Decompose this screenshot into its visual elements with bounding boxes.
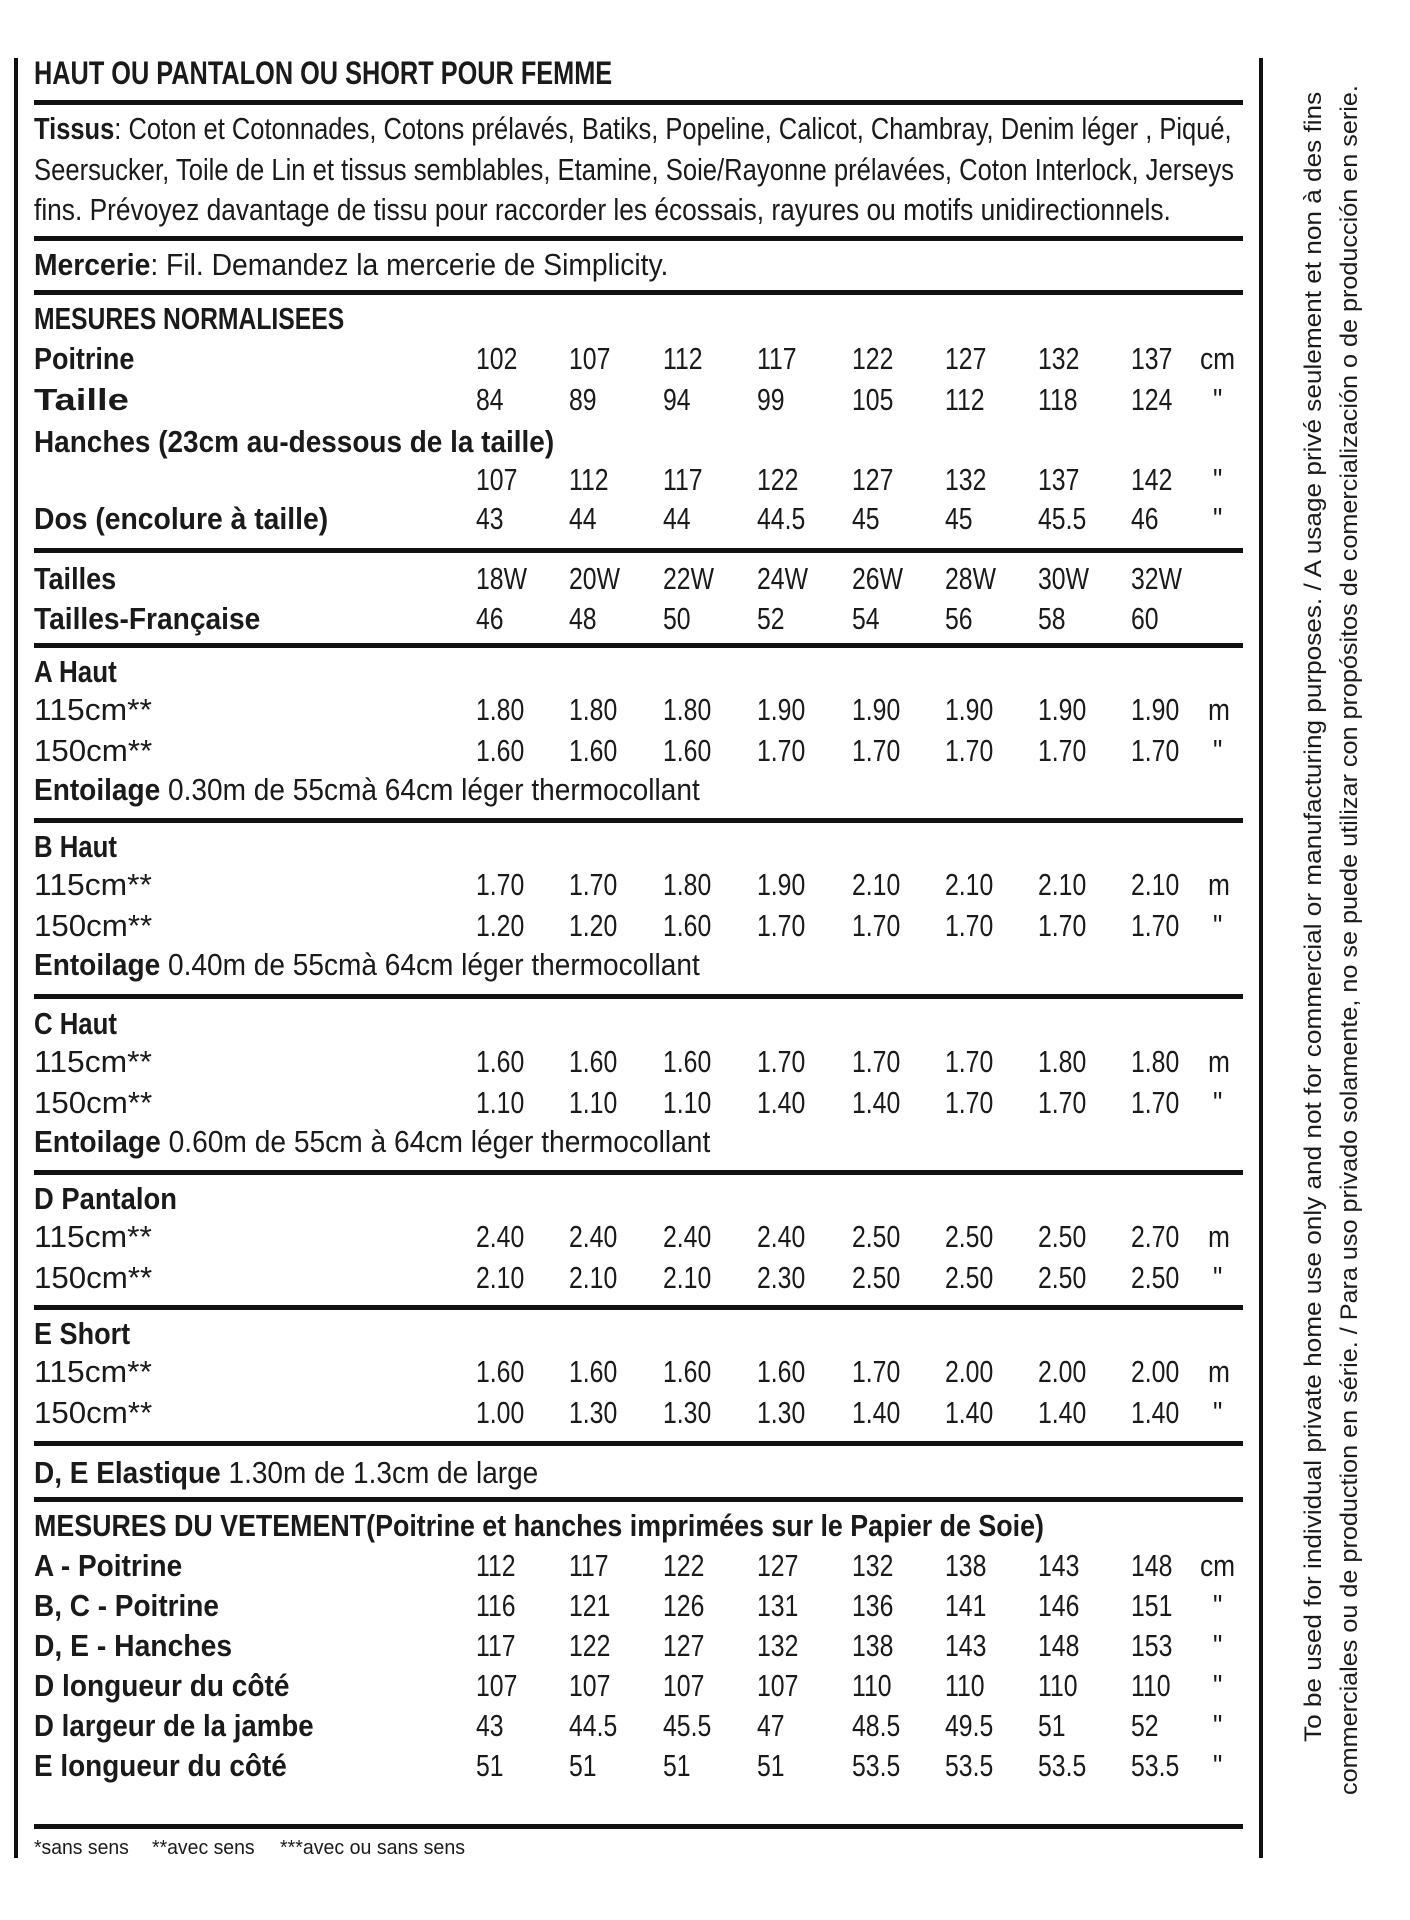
- yardage-value: 2.10: [663, 1260, 712, 1295]
- body-measurement-value: 84: [476, 382, 504, 417]
- yardage-value: 1.40: [1131, 1395, 1180, 1430]
- view-title: B Haut: [34, 829, 117, 864]
- yardage-value: 1.60: [476, 1044, 525, 1079]
- yardage-value: 1.70: [852, 1044, 901, 1079]
- footnote-avec-sens: **avec sens: [152, 1837, 255, 1859]
- yardage-value: 1.70: [945, 908, 994, 943]
- size-value: 50: [663, 601, 691, 636]
- yardage-value: 2.50: [1038, 1219, 1087, 1254]
- yardage-value: 2.10: [852, 867, 901, 902]
- finished-measurement-value: 51: [569, 1748, 597, 1783]
- interfacing-label: Entoilage: [34, 1124, 161, 1159]
- finished-measurement-value: 51: [663, 1748, 691, 1783]
- size-value: 46: [476, 601, 504, 636]
- view-title: C Haut: [34, 1006, 117, 1041]
- fabric-width-label: 115cm**: [34, 1219, 152, 1254]
- divider: [34, 1170, 1243, 1175]
- yardage-value: 1.80: [1131, 1044, 1180, 1079]
- right-border: [1259, 58, 1263, 1858]
- finished-measurement-unit: ": [1213, 1668, 1223, 1703]
- finished-measurement-value: 151: [1131, 1588, 1173, 1623]
- body-measurement-label: Taille: [34, 382, 129, 417]
- yardage-value: 1.10: [663, 1085, 712, 1120]
- fabric-width-label: 150cm**: [34, 1395, 153, 1430]
- page-title: HAUT OU PANTALON OU SHORT POUR FEMME: [34, 55, 613, 91]
- finished-measurement-value: 143: [1038, 1548, 1080, 1583]
- yardage-value: 1.60: [569, 1044, 618, 1079]
- body-measurement-unit: ": [1213, 462, 1223, 497]
- finished-measurement-value: 107: [569, 1668, 611, 1703]
- finished-measurement-value: 143: [945, 1628, 987, 1663]
- interfacing-line: [34, 949, 700, 980]
- yardage-unit: m: [1208, 1354, 1230, 1389]
- finished-measurement-value: 131: [757, 1588, 799, 1623]
- yardage-value: 2.00: [1038, 1354, 1087, 1389]
- finished-measurement-value: 141: [945, 1588, 987, 1623]
- finished-measurement-value: 45.5: [663, 1708, 712, 1743]
- divider: [34, 548, 1243, 553]
- yardage-value: 2.10: [1038, 867, 1087, 902]
- body-measurement-value: 44: [663, 501, 691, 536]
- finished-measurement-label: D longueur du côté: [34, 1668, 290, 1703]
- size-value: 60: [1131, 601, 1159, 636]
- body-measurement-value: 132: [945, 462, 987, 497]
- finished-measurement-value: 138: [852, 1628, 894, 1663]
- disclaimer-line-1: To be used for individual private home use only and not for commercial or manufacturing purposes. / A usage privé seulement et non à des fins: [1300, 91, 1327, 1743]
- yardage-value: 2.10: [1131, 867, 1180, 902]
- body-measurement-value: 117: [663, 462, 703, 497]
- finished-measurement-value: 49.5: [945, 1708, 994, 1743]
- yardage-value: 1.30: [757, 1395, 806, 1430]
- body-measurement-value: 105: [852, 382, 894, 417]
- footnote-sans-sens: *sans sens: [34, 1837, 129, 1859]
- body-measurement-value: 94: [663, 382, 691, 417]
- fabric-width-label: 115cm**: [34, 1044, 152, 1079]
- body-measurement-value: 132: [1038, 341, 1080, 376]
- divider: [34, 994, 1243, 999]
- fabric-width-label: 150cm**: [34, 1085, 153, 1120]
- yardage-unit: m: [1208, 1219, 1230, 1254]
- yardage-value: 1.40: [852, 1395, 901, 1430]
- fabrics-label: Tissus: [34, 111, 115, 146]
- yardage-value: 1.70: [1038, 1085, 1087, 1120]
- finished-measurement-value: 51: [757, 1748, 785, 1783]
- yardage-value: 1.80: [663, 692, 712, 727]
- finished-measurement-value: 110: [945, 1668, 985, 1703]
- finished-measurement-value: 138: [945, 1548, 987, 1583]
- size-value: 52: [757, 601, 785, 636]
- body-measurement-unit: ": [1213, 382, 1223, 417]
- finished-measurement-value: 146: [1038, 1588, 1080, 1623]
- fabric-width-label: 115cm**: [34, 1354, 152, 1389]
- yardage-value: 1.70: [945, 1044, 994, 1079]
- finished-measurement-label: D largeur de la jambe: [34, 1708, 314, 1743]
- finished-measurements-heading: [34, 1510, 1044, 1541]
- yardage-value: 1.10: [476, 1085, 525, 1120]
- divider: [34, 818, 1243, 823]
- fabric-width-label: 115cm**: [34, 867, 152, 902]
- divider: [34, 290, 1243, 295]
- finished-measurement-value: 53.5: [1038, 1748, 1087, 1783]
- yardage-value: 1.00: [476, 1395, 525, 1430]
- size-value: 20W: [569, 561, 620, 596]
- yardage-value: 1.70: [1038, 733, 1087, 768]
- yardage-value: 1.70: [1131, 1085, 1180, 1120]
- yardage-value: 1.70: [757, 1044, 806, 1079]
- yardage-value: 1.60: [476, 733, 525, 768]
- finished-measurement-value: 110: [1131, 1668, 1171, 1703]
- finished-measurement-value: 47: [757, 1708, 785, 1743]
- fabrics-line-1: [34, 113, 1232, 144]
- yardage-value: 1.30: [663, 1395, 712, 1430]
- finished-measurement-value: 110: [852, 1668, 892, 1703]
- yardage-value: 1.60: [569, 733, 618, 768]
- body-measurement-value: 124: [1131, 382, 1173, 417]
- finished-measurement-value: 107: [476, 1668, 518, 1703]
- finished-measurement-value: 107: [663, 1668, 705, 1703]
- yardage-value: 1.30: [569, 1395, 618, 1430]
- finished-measurement-value: 132: [852, 1548, 894, 1583]
- body-measurement-value: 127: [852, 462, 894, 497]
- yardage-value: 2.70: [1131, 1219, 1180, 1254]
- yardage-unit: m: [1208, 1044, 1230, 1079]
- finished-measurement-value: 52: [1131, 1708, 1159, 1743]
- body-measurement-value: 112: [569, 462, 609, 497]
- yardage-value: 1.40: [852, 1085, 901, 1120]
- yardage-value: 1.90: [945, 692, 994, 727]
- yardage-value: 1.90: [1038, 692, 1087, 727]
- finished-measurement-value: 132: [757, 1628, 799, 1663]
- body-measurement-unit: ": [1213, 501, 1223, 536]
- elastic-label: D, E Elastique: [34, 1455, 221, 1490]
- yardage-value: 1.70: [1131, 908, 1180, 943]
- size-value: 26W: [852, 561, 903, 596]
- interfacing-text: 0.40m de 55cmà 64cm léger thermocollant: [160, 947, 700, 982]
- yardage-value: 2.50: [1038, 1260, 1087, 1295]
- size-value: 28W: [945, 561, 996, 596]
- body-measurement-value: 45: [852, 501, 880, 536]
- size-label: Tailles: [34, 561, 117, 596]
- yardage-unit: ": [1213, 733, 1223, 768]
- fabrics-text-1: : Coton et Cotonnades, Cotons prélavés, Batiks, Popeline, Calicot, Chambray, Denim léger , Piqué,: [114, 111, 1232, 146]
- interfacing-text: 0.30m de 55cmà 64cm léger thermocollant: [160, 772, 700, 807]
- size-value: 32W: [1131, 561, 1182, 596]
- notions-label: Mercerie: [34, 247, 151, 282]
- yardage-value: 1.70: [1131, 733, 1180, 768]
- size-value: 24W: [757, 561, 808, 596]
- yardage-value: 2.30: [757, 1260, 806, 1295]
- yardage-value: 1.90: [757, 867, 806, 902]
- body-measurement-value: 102: [476, 341, 518, 376]
- body-measurement-value: 112: [663, 341, 703, 376]
- yardage-value: 1.80: [569, 692, 618, 727]
- view-title: A Haut: [34, 654, 117, 689]
- fabrics-line-3: fins. Prévoyez davantage de tissu pour raccorder les écossais, rayures ou motifs unidirectionnels.: [34, 192, 1171, 227]
- yardage-value: 1.70: [569, 867, 618, 902]
- divider: [34, 236, 1243, 241]
- body-measurement-value: 44.5: [757, 501, 806, 536]
- finished-measurement-value: 51: [476, 1748, 504, 1783]
- finished-measurement-value: 153: [1131, 1628, 1173, 1663]
- yardage-unit: ": [1213, 908, 1223, 943]
- finished-measurement-value: 127: [757, 1548, 799, 1583]
- size-value: 22W: [663, 561, 714, 596]
- finished-measurement-value: 117: [476, 1628, 516, 1663]
- yardage-value: 2.40: [757, 1219, 806, 1254]
- notions-line: [34, 249, 668, 280]
- finished-measurement-value: 136: [852, 1588, 894, 1623]
- finished-measurement-value: 127: [663, 1628, 705, 1663]
- yardage-value: 2.50: [1131, 1260, 1180, 1295]
- elastic-text: 1.30m de 1.3cm de large: [220, 1455, 539, 1490]
- yardage-value: 1.70: [757, 908, 806, 943]
- yardage-value: 1.60: [663, 733, 712, 768]
- finished-measurement-label: B, C - Poitrine: [34, 1588, 219, 1623]
- yardage-value: 1.70: [945, 1085, 994, 1120]
- finished-measurement-unit: ": [1213, 1708, 1223, 1743]
- yardage-value: 1.80: [476, 692, 525, 727]
- interfacing-line: [34, 774, 700, 805]
- body-measurement-value: 107: [569, 341, 611, 376]
- yardage-value: 1.60: [476, 1354, 525, 1389]
- yardage-value: 1.70: [1038, 908, 1087, 943]
- size-value: 30W: [1038, 561, 1089, 596]
- yardage-value: 2.00: [1131, 1354, 1180, 1389]
- finished-measurement-value: 148: [1131, 1548, 1173, 1583]
- yardage-value: 1.40: [945, 1395, 994, 1430]
- view-title: E Short: [34, 1316, 131, 1351]
- body-measurement-value: 127: [945, 341, 987, 376]
- fabric-width-label: 115cm**: [34, 692, 152, 727]
- body-measurement-value: 45.5: [1038, 501, 1087, 536]
- divider: [34, 100, 1243, 105]
- yardage-unit: m: [1208, 692, 1230, 727]
- fabric-width-label: 150cm**: [34, 733, 153, 768]
- yardage-unit: ": [1213, 1260, 1223, 1295]
- yardage-value: 1.40: [1038, 1395, 1087, 1430]
- yardage-value: 1.60: [569, 1354, 618, 1389]
- yardage-value: 1.20: [569, 908, 618, 943]
- body-measurement-value: 99: [757, 382, 785, 417]
- yardage-value: 2.40: [663, 1219, 712, 1254]
- divider: [34, 1824, 1243, 1829]
- yardage-value: 1.70: [757, 733, 806, 768]
- body-measurement-value: 142: [1131, 462, 1173, 497]
- body-measurement-unit: cm: [1200, 341, 1236, 376]
- size-value: 54: [852, 601, 880, 636]
- yardage-unit: m: [1208, 867, 1230, 902]
- yardage-value: 2.50: [852, 1219, 901, 1254]
- finished-measurement-label: E longueur du côté: [34, 1748, 287, 1783]
- disclaimer-line-2: commerciales ou de production en série. / Para uso privado solamente, no se puede utilizar con propósitos de comercialización o de producción en serie.: [1336, 85, 1363, 1795]
- yardage-unit: ": [1213, 1395, 1223, 1430]
- finished-measurement-unit: cm: [1200, 1548, 1236, 1583]
- finished-measurement-label: D, E - Hanches: [34, 1628, 233, 1663]
- yardage-value: 1.60: [757, 1354, 806, 1389]
- body-measurement-value: 107: [476, 462, 518, 497]
- finished-measurement-value: 121: [569, 1588, 611, 1623]
- body-measurement-value: 122: [852, 341, 894, 376]
- body-measurement-value: 118: [1038, 382, 1078, 417]
- finished-measurement-unit: ": [1213, 1748, 1223, 1783]
- size-value: 56: [945, 601, 973, 636]
- yardage-unit: ": [1213, 1085, 1223, 1120]
- finished-measurement-value: 48.5: [852, 1708, 901, 1743]
- body-measurement-value: 89: [569, 382, 597, 417]
- body-measurements-heading: MESURES NORMALISEES: [34, 301, 345, 336]
- yardage-value: 1.40: [757, 1085, 806, 1120]
- yardage-value: 1.60: [663, 1044, 712, 1079]
- interfacing-text: 0.60m de 55cm à 64cm léger thermocollant: [160, 1124, 711, 1159]
- yardage-value: 1.70: [852, 733, 901, 768]
- interfacing-line: [34, 1126, 710, 1157]
- yardage-value: 2.10: [569, 1260, 618, 1295]
- finished-measurement-value: 53.5: [1131, 1748, 1180, 1783]
- yardage-value: 2.40: [476, 1219, 525, 1254]
- yardage-value: 2.50: [945, 1260, 994, 1295]
- finished-measurement-value: 43: [476, 1708, 504, 1743]
- finished-measurement-value: 126: [663, 1588, 705, 1623]
- divider: [34, 1441, 1243, 1446]
- body-measurement-value: 117: [757, 341, 797, 376]
- yardage-value: 1.70: [852, 908, 901, 943]
- body-measurement-label: Hanches (23cm au-dessous de la taille): [34, 424, 555, 459]
- body-measurement-value: 137: [1038, 462, 1080, 497]
- size-value: 48: [569, 601, 597, 636]
- yardage-value: 1.80: [663, 867, 712, 902]
- finished-measurement-unit: ": [1213, 1588, 1223, 1623]
- divider: [34, 1305, 1243, 1310]
- yardage-value: 1.90: [852, 692, 901, 727]
- finished-measurement-value: 107: [757, 1668, 799, 1703]
- finished-measurement-value: 122: [663, 1548, 705, 1583]
- fabrics-line-2: Seersucker, Toile de Lin et tissus semblables, Etamine, Soie/Rayonne prélavées, Coton Interlock, Jerseys: [34, 152, 1234, 187]
- footnote-avec-ou-sans-sens: ***avec ou sans sens: [280, 1837, 466, 1859]
- yardage-value: 1.80: [1038, 1044, 1087, 1079]
- yardage-value: 1.90: [757, 692, 806, 727]
- yardage-value: 2.10: [476, 1260, 525, 1295]
- finished-measurement-value: 53.5: [852, 1748, 901, 1783]
- elastic-line: [34, 1457, 538, 1488]
- fabric-width-label: 150cm**: [34, 1260, 153, 1295]
- body-measurement-value: 137: [1131, 341, 1173, 376]
- yardage-value: 2.50: [852, 1260, 901, 1295]
- divider: [34, 643, 1243, 648]
- body-measurement-value: 112: [945, 382, 985, 417]
- finished-measurement-unit: ": [1213, 1628, 1223, 1663]
- notions-text: : Fil. Demandez la mercerie de Simplicity.: [150, 247, 669, 282]
- interfacing-label: Entoilage: [34, 947, 161, 982]
- size-value: 58: [1038, 601, 1066, 636]
- body-measurement-value: 44: [569, 501, 597, 536]
- yardage-value: 1.10: [569, 1085, 618, 1120]
- divider: [34, 1497, 1243, 1502]
- finished-measurement-value: 51: [1038, 1708, 1066, 1743]
- finished-measurement-value: 116: [476, 1588, 516, 1623]
- finished-measurement-value: 53.5: [945, 1748, 994, 1783]
- finished-measurement-value: 148: [1038, 1628, 1080, 1663]
- finished-measurement-value: 110: [1038, 1668, 1078, 1703]
- finished-measurement-value: 117: [569, 1548, 609, 1583]
- finished-measurement-value: 44.5: [569, 1708, 618, 1743]
- left-border: [14, 58, 18, 1858]
- yardage-value: 1.60: [663, 908, 712, 943]
- yardage-value: 1.90: [1131, 692, 1180, 727]
- yardage-value: 2.40: [569, 1219, 618, 1254]
- yardage-value: 1.70: [476, 867, 525, 902]
- body-measurement-value: 45: [945, 501, 973, 536]
- fabric-width-label: 150cm**: [34, 908, 153, 943]
- body-measurement-label: Dos (encolure à taille): [34, 501, 329, 536]
- yardage-value: 2.10: [945, 867, 994, 902]
- body-measurement-value: 122: [757, 462, 799, 497]
- finished-measurement-value: 122: [569, 1628, 611, 1663]
- yardage-value: 2.50: [945, 1219, 994, 1254]
- size-label: Tailles-Française: [34, 601, 261, 636]
- finished-heading-bold: MESURES DU VETEMENT: [34, 1508, 367, 1543]
- size-value: 18W: [476, 561, 527, 596]
- body-measurement-value: 46: [1131, 501, 1159, 536]
- finished-heading-rest: (Poitrine et hanches imprimées sur le Papier de Soie): [366, 1508, 1044, 1543]
- yardage-value: 1.70: [945, 733, 994, 768]
- finished-measurement-value: 112: [476, 1548, 516, 1583]
- finished-measurement-label: A - Poitrine: [34, 1548, 183, 1583]
- view-title: D Pantalon: [34, 1181, 177, 1216]
- body-measurement-value: 43: [476, 501, 504, 536]
- yardage-value: 1.70: [852, 1354, 901, 1389]
- yardage-value: 2.00: [945, 1354, 994, 1389]
- interfacing-label: Entoilage: [34, 772, 161, 807]
- body-measurement-label: Poitrine: [34, 341, 135, 376]
- yardage-value: 1.60: [663, 1354, 712, 1389]
- yardage-value: 1.20: [476, 908, 525, 943]
